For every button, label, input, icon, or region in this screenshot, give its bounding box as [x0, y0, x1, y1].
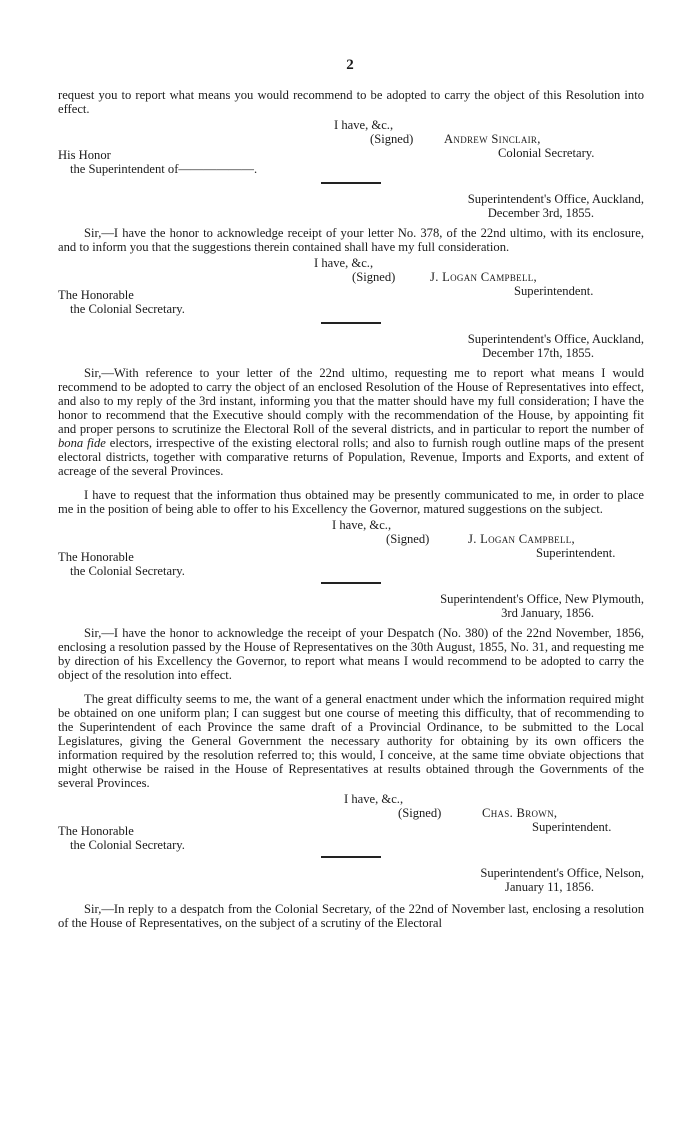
letter3-addressee-line1: The Honorable	[58, 550, 134, 564]
letter4-closing: I have, &c.,	[344, 792, 404, 806]
letter2-heading	[58, 192, 644, 220]
letter2-heading-line2: December 3rd, 1855.	[487, 206, 594, 220]
letter3-addressee-line2: the Colonial Secretary.	[70, 564, 185, 578]
letter5-heading-line1: Superintendent's Office, Nelson,	[480, 866, 644, 880]
letter2-body: Sir,—I have the honor to acknowledge receipt of your letter No. 378, of the 22nd ultimo, with its enclosure, and to inform you that the suggestions therein contained shall have my full consideration.	[58, 226, 644, 254]
letter1-body: request you to report what means you would recommend to be adopted to carry the object of this Resolution into effect.	[58, 88, 644, 116]
letter5-heading-line2: January 11, 1856.	[504, 880, 594, 894]
divider-rule	[321, 856, 381, 858]
letter2-addressee-line2: the Colonial Secretary.	[70, 302, 185, 316]
letter5-body: Sir,—In reply to a despatch from the Colonial Secretary, of the 22nd of November last, enclosing a resolution of the House of Representatives, on the subject of a scrutiny of the Electoral	[58, 902, 644, 930]
letter2-signer-title: Superintendent.	[514, 284, 594, 298]
letter4-heading-line1: Superintendent's Office, New Plymouth,	[440, 592, 644, 606]
letter3-closing: I have, &c.,	[332, 518, 392, 532]
letter5-heading	[58, 866, 644, 894]
letter2-signed: (Signed)	[352, 270, 396, 284]
letter3-body-p1-part-a: Sir,—With reference to your letter of the 22nd ultimo, requesting me to report what means I would recommend to be adopted to carry the object of an enclosed Resolution of the House of Representatives into effect, and also to my reply of the 3rd instant, informing you that the matter should have my full consideration; I have the honor to recommend that the Executive should comply with the recommendation of the House, by appointing fit and proper persons to scrutinize the Electoral Roll of the several districts, and in particular to report the number of	[58, 366, 644, 436]
letter3-signer-title: Superintendent.	[536, 546, 616, 560]
letter3-body-p1-italic: bona fide	[58, 436, 106, 450]
letter3-heading-line2: December 17th, 1855.	[482, 346, 594, 360]
letter4-body-p1: Sir,—I have the honor to acknowledge the receipt of your Despatch (No. 380) of the 22nd November, 1856, enclosing a resolution passed by the House of Representatives on the 30th August, 1855, No. 31, and requesting me by direction of his Excellency the Governor, to report what means I would recommend to be adopted to carry the object of the resolution into effect.	[58, 626, 644, 682]
letter4-signed: (Signed)	[398, 806, 442, 820]
letter2-addressee-line1: The Honorable	[58, 288, 134, 302]
page-number: 2	[346, 57, 354, 73]
divider-rule	[321, 182, 381, 184]
letter1-signed: (Signed)	[370, 132, 414, 146]
letter3-heading	[58, 332, 644, 360]
letter3-signed: (Signed)	[386, 532, 430, 546]
divider-rule	[321, 582, 381, 584]
letter2-signer: J. Logan Campbell,	[430, 270, 537, 284]
letter3-heading-line1: Superintendent's Office, Auckland,	[467, 332, 644, 346]
letter4-signature	[58, 790, 644, 832]
letter4-addressee-line2: the Colonial Secretary.	[70, 838, 185, 852]
letter3-body-p1-part-b: electors, irrespective of the existing electoral rolls; and also to furnish rough outline maps of the present electoral districts, together with comparative returns of Population, Revenue, Imports and Exports, and extent of acreage of the several Provinces.	[58, 436, 645, 478]
letter2-closing: I have, &c.,	[314, 256, 374, 270]
letter1-signature	[58, 116, 644, 160]
letter3-body-p1	[58, 366, 644, 478]
letter1-addressee-line1: His Honor	[58, 148, 111, 162]
letter1-addressee-line2: the Superintendent of——————.	[70, 162, 258, 176]
divider-rule	[321, 322, 381, 324]
letter1-closing: I have, &c.,	[334, 118, 394, 132]
letter2-signature	[58, 254, 644, 296]
letter4-signer: Chas. Brown,	[482, 806, 558, 820]
letter4-body-p2: The great difficulty seems to me, the want of a general enactment under which the information required might be obtained on one uniform plan; I can suggest but one course of meeting this difficulty, that of recommending to the Superintendent of each Province the same draft of a Provincial Ordinance, to be submitted to the Local Legislatures, giving the General Government the necessary authority for obtaining by its own officers the information required by the resolution referred to; this would, I conceive, at the same time obviate objections that might otherwise be raised in the House of Representatives at results obtained through the Governments of the several Provinces.	[58, 692, 644, 790]
letter2-heading-line1: Superintendent's Office, Auckland,	[467, 192, 644, 206]
letter3-body-p2: I have to request that the information thus obtained may be presently communicated to me, in order to place me in the position of being able to offer to his Excellency the Governor, matured suggestions on the subject.	[58, 488, 644, 516]
letter4-signer-title: Superintendent.	[532, 820, 612, 834]
letter4-heading-line2: 3rd January, 1856.	[501, 606, 594, 620]
letter1-signer: Andrew Sinclair,	[444, 132, 541, 146]
letter4-addressee-line1: The Honorable	[58, 824, 134, 838]
letter4-heading	[58, 592, 644, 620]
letter1-signer-title: Colonial Secretary.	[498, 146, 595, 160]
letter3-signer: J. Logan Campbell,	[468, 532, 575, 546]
letter3-signature	[58, 516, 644, 558]
